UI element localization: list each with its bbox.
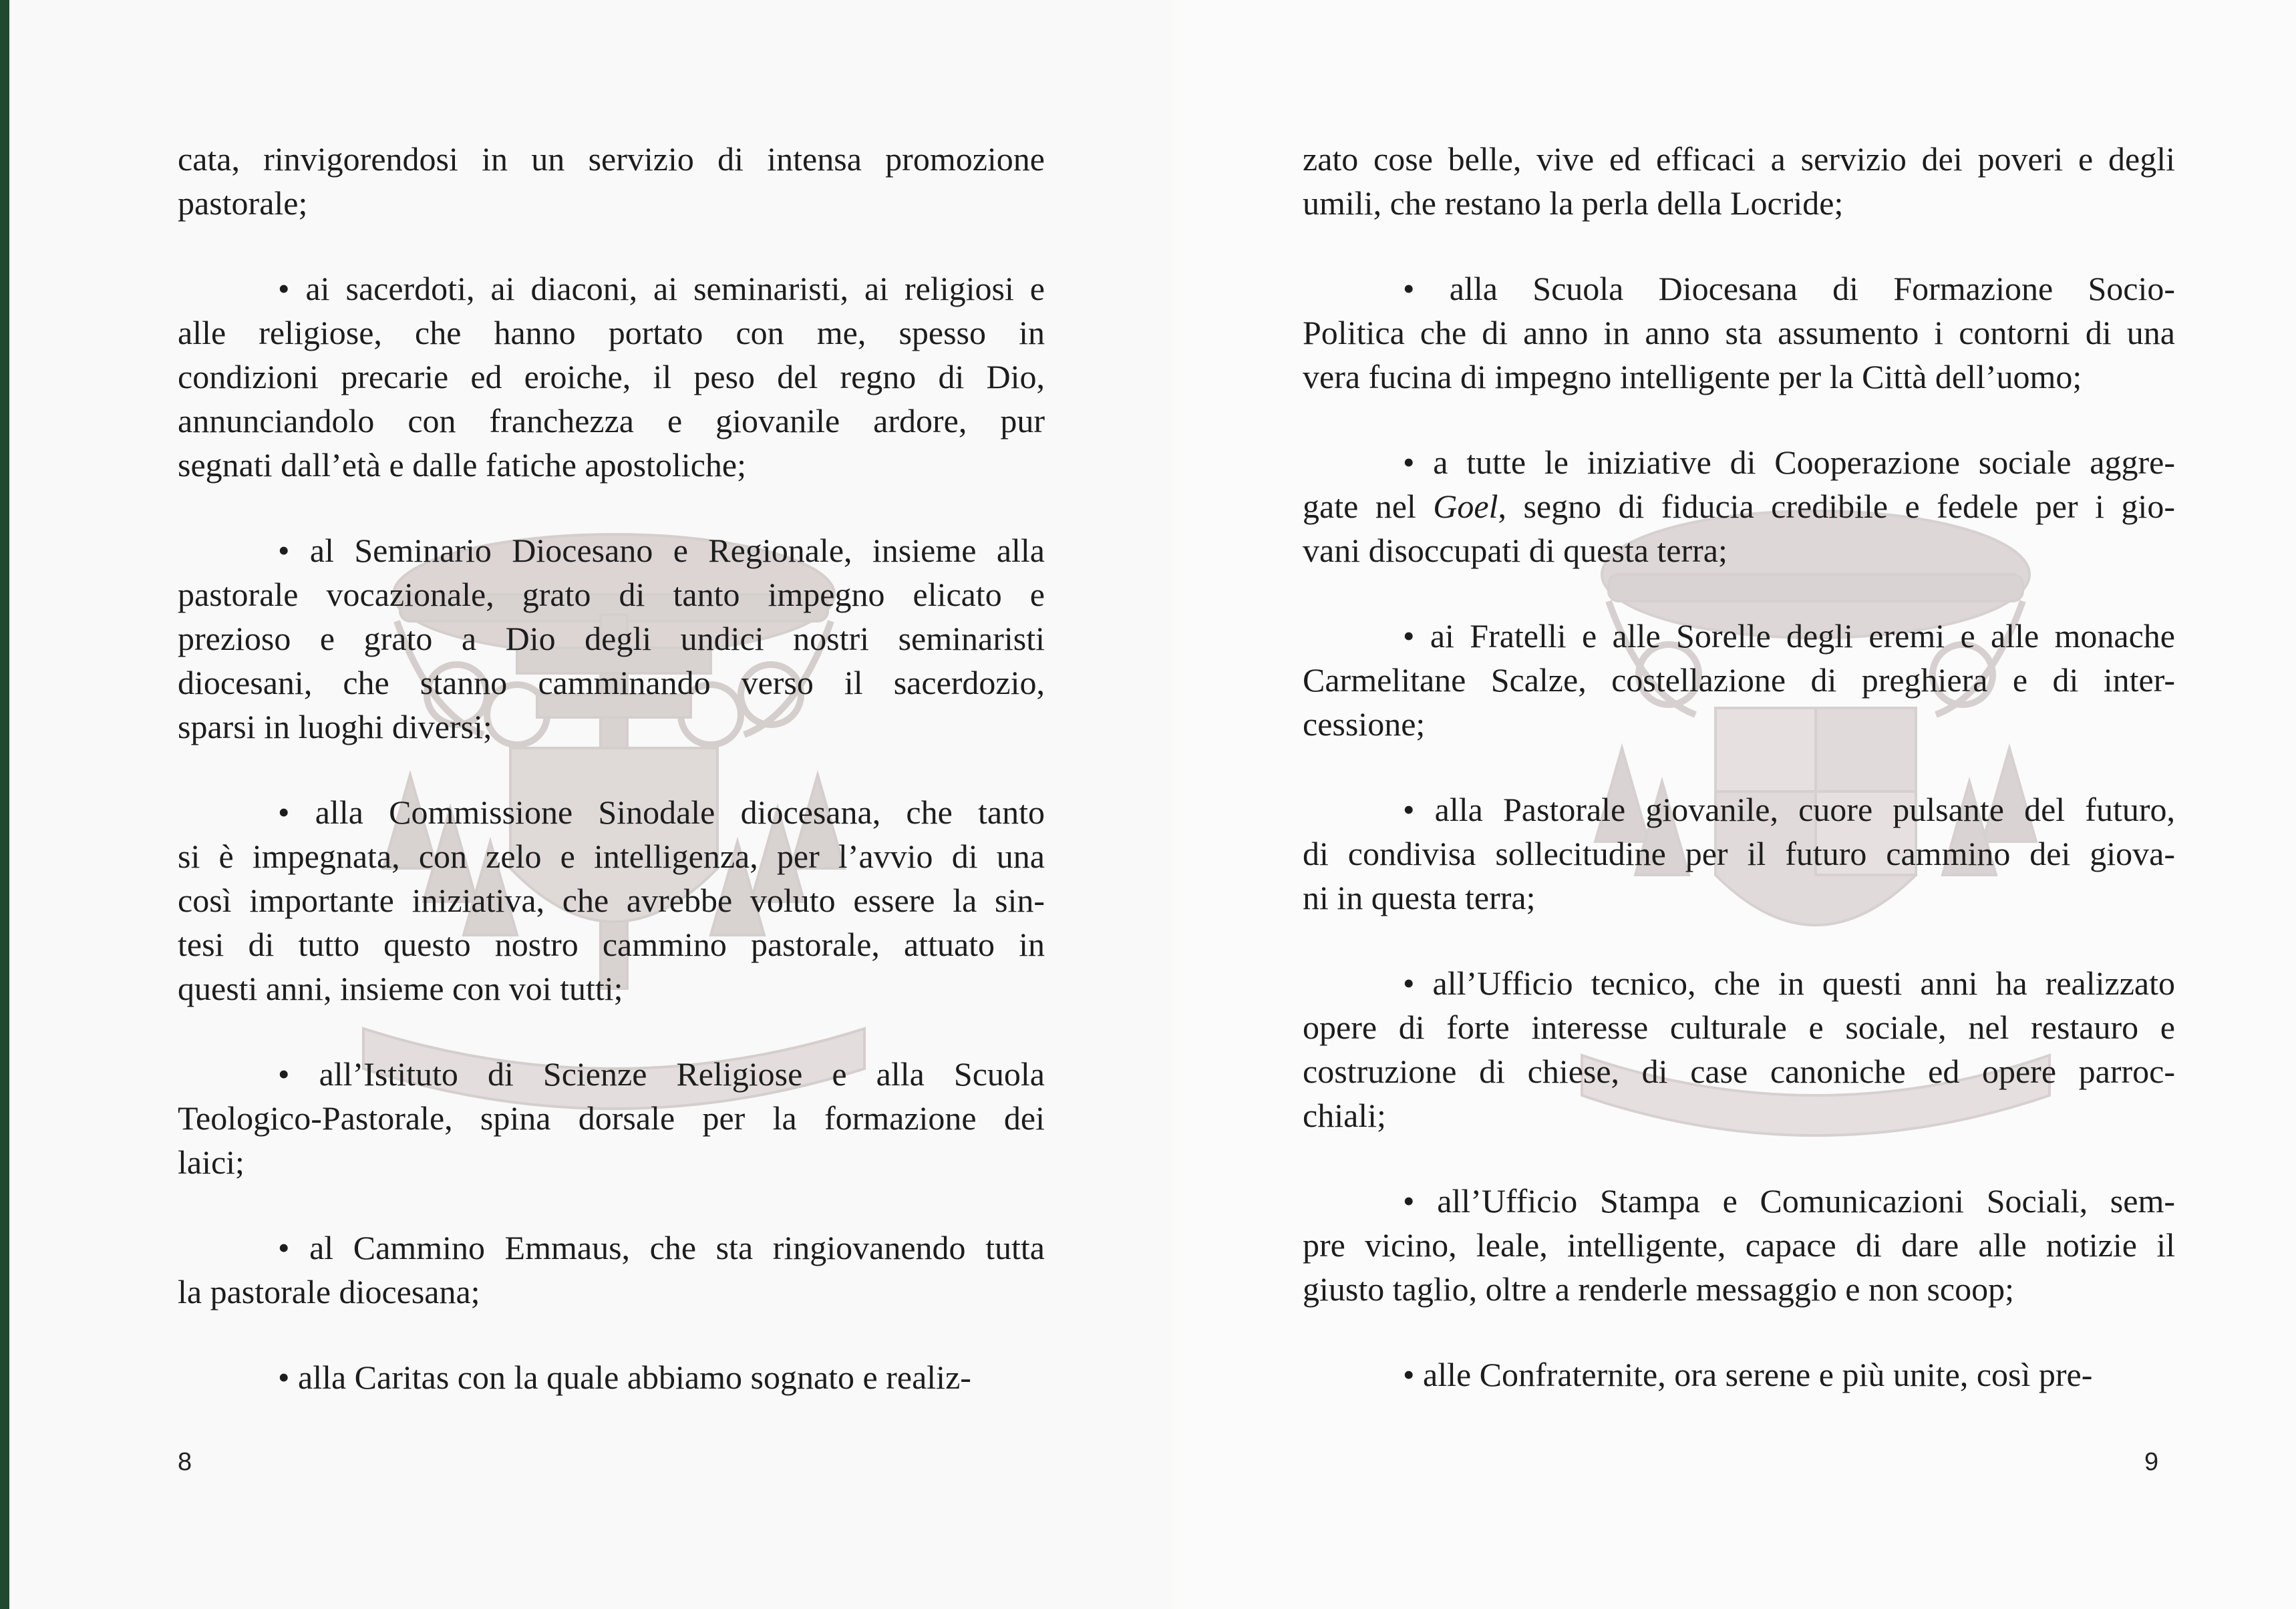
paragraph-ufficio-stampa <box>1303 1179 2175 1311</box>
paragraph-caritas <box>178 1355 1045 1399</box>
paragraph-confraternite <box>1303 1353 2175 1397</box>
text-line: gate nel Goel, segno di fiducia credibile e fedele per i gio- <box>1303 488 2175 525</box>
right-page-text <box>1303 137 2175 1438</box>
paragraph-pastorale-giovanile <box>1303 787 2175 920</box>
text-line: costruzione di chiese, di case canoniche ed opere parroc- <box>1303 1053 2175 1090</box>
text-line: vani disoccupati di questa terra; <box>1303 532 1728 569</box>
text-line: cata, rinvigorendosi in un servizio di intensa promozione <box>178 140 1045 178</box>
text-line: • all’Ufficio Stampa e Comunicazioni Sociali, sem- <box>1403 1182 2175 1220</box>
text-line: di condivisa sollecitudine per il futuro cammino dei giova- <box>1303 835 2175 872</box>
text-line: tesi di tutto questo nostro cammino pastorale, attuato in <box>178 926 1045 963</box>
paragraph-ufficio-tecnico <box>1303 961 2175 1137</box>
paragraph-emmaus <box>178 1226 1045 1314</box>
text-line: Politica che di anno in anno sta assumento i contorni di una <box>1303 314 2175 351</box>
page-number-left: 8 <box>178 1448 192 1476</box>
text-line: condizioni precarie ed eroiche, il peso del regno di Dio, <box>178 358 1045 395</box>
left-page <box>9 0 1172 1609</box>
text-line: annunciandolo con franchezza e giovanile ardore, pur <box>178 402 1045 439</box>
text-line: si è impegnata, con zelo e intelligenza, per l’avvio di una <box>178 838 1045 875</box>
text-line: umili, che restano la perla della Locride; <box>1303 184 1844 222</box>
text-line: • al Cammino Emmaus, che sta ringiovanendo tutta <box>278 1229 1045 1266</box>
right-page <box>1181 0 2296 1609</box>
text-line: diocesani, che stanno camminando verso il sacerdozio, <box>178 664 1045 701</box>
paragraph-seminario <box>178 528 1045 749</box>
paragraph-sacerdoti <box>178 266 1045 487</box>
paragraph-cooperazione <box>1303 440 2175 572</box>
text-line: cessione; <box>1303 705 1426 743</box>
text-line: Teologico-Pastorale, spina dorsale per la formazione dei <box>178 1099 1045 1137</box>
text-line: alle religiose, che hanno portato con me, spesso in <box>178 314 1045 351</box>
text-line: • all’Ufficio tecnico, che in questi anni ha realizzato <box>1403 964 2175 1002</box>
paragraph-scuola-diocesana <box>1303 266 2175 399</box>
text-line: • alla Scuola Diocesana di Formazione Socio- <box>1403 270 2175 307</box>
page-number-right: 9 <box>2144 1448 2159 1476</box>
text-line: chiali; <box>1303 1097 1386 1134</box>
text-line: laici; <box>178 1143 244 1181</box>
paragraph-istituto <box>178 1052 1045 1184</box>
text-line: ni in questa terra; <box>1303 879 1536 916</box>
text-line: • alla Commissione Sinodale diocesana, che tanto <box>278 793 1045 831</box>
text-line: • alla Caritas con la quale abbiamo sognato e realiz- <box>278 1359 971 1396</box>
text-line: così importante iniziativa, che avrebbe voluto essere la sin- <box>178 882 1045 919</box>
text-line: • a tutte le iniziative di Cooperazione sociale aggre- <box>1403 443 2175 481</box>
paragraph-continuation <box>178 137 1045 225</box>
text-line: Carmelitane Scalze, costellazione di preghiera e di inter- <box>1303 661 2175 699</box>
text-line: pastorale vocazionale, grato di tanto impegno elicato e <box>178 576 1045 613</box>
paragraph-fratelli <box>1303 614 2175 746</box>
text-line: sparsi in luoghi diversi; <box>178 708 492 745</box>
text-line: • all’Istituto di Scienze Religiose e alla Scuola <box>278 1055 1045 1093</box>
text-line: zato cose belle, vive ed efficaci a servizio dei poveri e degli <box>1303 140 2175 178</box>
text-line: • alla Pastorale giovanile, cuore pulsante del futuro, <box>1403 791 2175 828</box>
text-line: opere di forte interesse culturale e sociale, nel restauro e <box>1303 1009 2175 1046</box>
text-line: segnati dall’età e dalle fatiche apostoliche; <box>178 446 747 484</box>
text-line: • ai Fratelli e alle Sorelle degli eremi e alle monache <box>1403 617 2175 655</box>
text-line: prezioso e grato a Dio degli undici nostri seminaristi <box>178 620 1045 657</box>
text-line: pastorale; <box>178 184 308 222</box>
text-line: giusto taglio, oltre a renderle messaggio e non scoop; <box>1303 1270 2015 1308</box>
text-line: vera fucina di impegno intelligente per la Città dell’uomo; <box>1303 358 2082 395</box>
text-line: pre vicino, leale, intelligente, capace di dare alle notizie il <box>1303 1226 2175 1264</box>
book-cover-edge <box>0 0 9 1609</box>
paragraph-commissione <box>178 790 1045 1011</box>
text-line: • al Seminario Diocesano e Regionale, insieme alla <box>278 532 1045 569</box>
text-line: la pastorale diocesana; <box>178 1273 480 1310</box>
text-line: • ai sacerdoti, ai diaconi, ai seminaristi, ai religiosi e <box>278 270 1045 307</box>
paragraph-continuation <box>1303 137 2175 225</box>
text-line: • alle Confraternite, ora serene e più unite, così pre- <box>1403 1356 2093 1393</box>
text-line: questi anni, insieme con voi tutti; <box>178 970 623 1007</box>
left-page-text <box>178 137 1045 1441</box>
